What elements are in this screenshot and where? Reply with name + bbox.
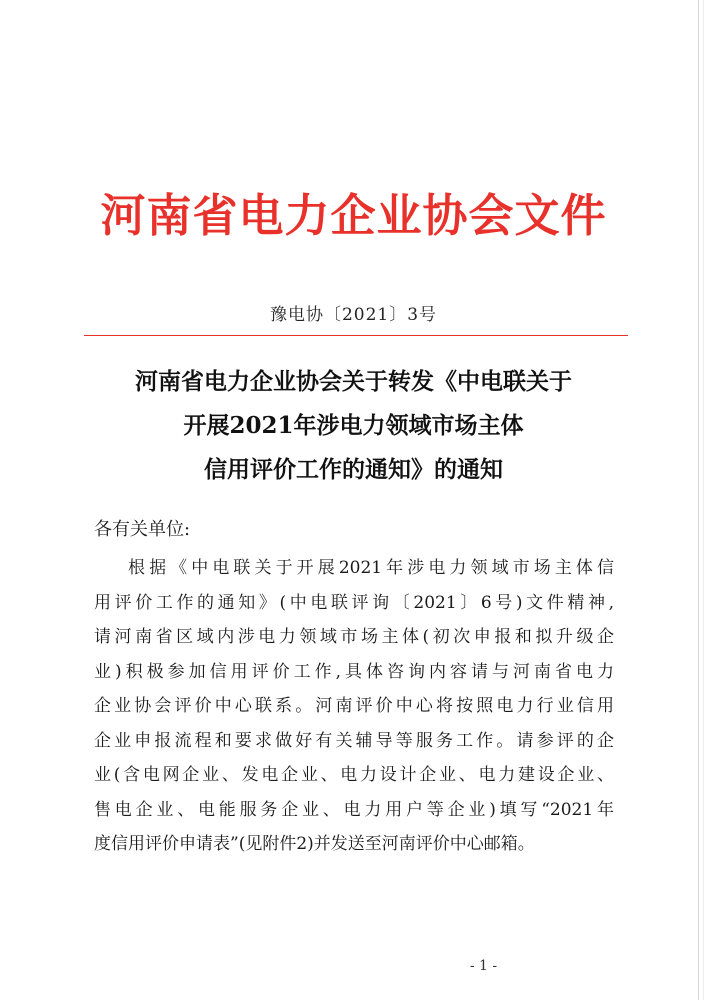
body-line-1: 根据《中电联关于开展2021年涉电力领域市场主体信 — [128, 558, 614, 578]
notice-title-line-2: 开展2021年涉电力领域市场主体 — [183, 412, 524, 439]
scan-edge-line — [698, 0, 699, 1000]
body-line-2: 用评价工作的通知》(中电联评询〔2021〕6号)文件精神, — [94, 592, 614, 613]
document-number: 豫电协〔2021〕3号 — [269, 305, 438, 325]
red-divider-rule — [84, 335, 628, 336]
body-line-6: 企业申报流程和要求做好有关辅导等服务工作。请参评的企 — [94, 730, 614, 751]
notice-title-line-1: 河南省电力企业协会关于转发《中电联关于 — [135, 368, 572, 395]
body-paragraph — [94, 551, 614, 862]
salutation: 各有关单位: — [94, 519, 191, 540]
body-line-9: 度信用评价申请表”(见附件2)并发送至河南评价中心邮箱。 — [94, 834, 535, 854]
notice-title-line-3: 信用评价工作的通知》的通知 — [204, 456, 503, 483]
scan-edge-line-outer — [703, 0, 704, 1000]
body-line-4: 业)积极参加信用评价工作,具体咨询内容请与河南省电力 — [94, 661, 614, 682]
page-number: - 1 - — [469, 958, 498, 974]
body-line-3: 请河南省区域内涉电力领域市场主体(初次申报和拟升级企 — [94, 627, 614, 647]
body-line-5: 企业协会评价中心联系。河南评价中心将按照电力行业信用 — [94, 696, 614, 716]
body-line-8: 售电企业、电能服务企业、电力用户等企业)填写“2021年 — [94, 799, 614, 820]
notice-title — [60, 360, 647, 492]
issuer-header-title: 河南省电力企业协会文件 — [100, 189, 607, 242]
body-line-7: 业(含电网企业、发电企业、电力设计企业、电力建设企业、 — [94, 765, 614, 785]
